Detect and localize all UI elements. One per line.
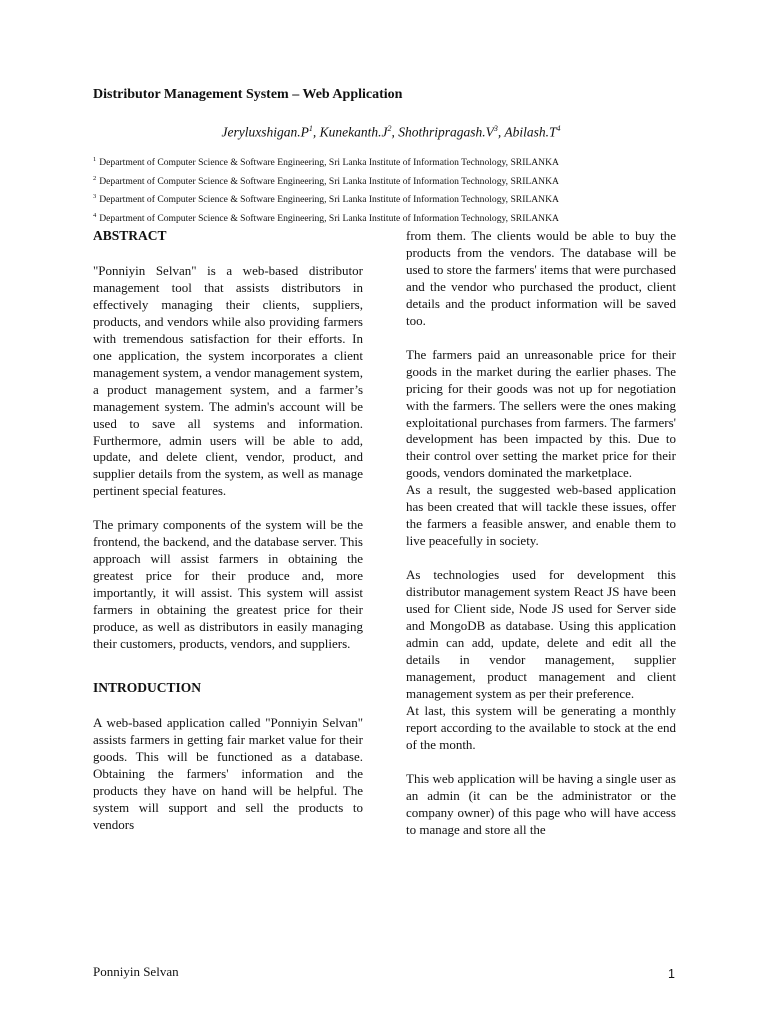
spacer — [406, 754, 676, 771]
author-sup: 4 — [556, 124, 561, 133]
spacer — [93, 246, 363, 263]
right-column — [406, 228, 676, 838]
running-title: Ponniyin Selvan — [93, 964, 179, 979]
affiliation-sup: 1 — [93, 156, 97, 163]
affiliation-sup: 3 — [93, 193, 97, 201]
affiliation-sup: 4 — [93, 212, 97, 220]
body-paragraph: The farmers paid an unreasonable price for their goods in the market during the earlier phases. The pricing for their goods was not up for negotiation with the farmers. The sellers were the ones making exploitational purchases from farmers. The farmers' development has been impacted by this. Due to their control over setting the market price for their goods, vendors dominated the marketplace. — [406, 346, 676, 481]
affiliation-sup: 2 — [93, 174, 97, 182]
body-paragraph: This web application will be having a single user as an admin (it can be the administrator or the company owner) of this page who will have access to manage and store all the — [406, 770, 676, 837]
page-number: 1 — [668, 967, 675, 981]
affiliation-text: Department of Computer Science & Software Engineering, Sri Lanka Institute of Information Technology, SRILANKA — [99, 157, 559, 169]
affiliation — [93, 189, 693, 208]
spacer — [93, 500, 363, 517]
paper-title: Distributor Management System – Web Application — [93, 87, 403, 102]
body-paragraph: from them. The clients would be able to buy the products from the vendors. The database will be used to store the farmers' items that were purchased and the vendor who purchased the product, client details and the product information will be saved too. — [406, 228, 676, 328]
introduction-heading: INTRODUCTION — [93, 679, 202, 695]
author-name: Shothripragash.V — [398, 124, 494, 140]
introduction-paragraph: A web-based application called "Ponniyin Selvan" assists farmers in getting fair market value for their goods. This will be functioned as a database. Obtaining the farmers' information and the products they have on hand will be helpful. The system will support and sell the products to vendors — [93, 714, 363, 832]
abstract-heading: ABSTRACT — [93, 228, 167, 243]
author-name: Abilash.T — [504, 124, 557, 140]
abstract-paragraph: The primary components of the system will be the frontend, the backend, and the database server. This approach will assist farmers in obtaining the greatest price for their produce and, more importantly, it will assist. This system will assist farmers in obtaining the greatest price for their produce, as well as distributors in easily managing their customers, products, vendors, and suppliers. — [93, 517, 363, 652]
abstract-paragraph: "Ponniyin Selvan" is a web-based distributor management tool that assists distributors in effectively managing their clients, suppliers, products, and vendors while also providing farmers with tremendous satisfaction for their efforts. In one application, the system incorporates a client management system, a vendor management system, a product management system, and a farmer’s management system. The admin's account will be used to save all systems and information. Furthermore, admin users will be able to add, update, and delete client, vendor, product, and supplier details from the system, as well as manage pertinent special features. — [93, 263, 363, 499]
affiliation — [93, 208, 693, 227]
left-column — [93, 226, 363, 834]
spacer — [93, 698, 363, 715]
author-list: $Jeryluxshigan.P^1$, $Kunekanth.J^2$, $Shothripragash.V^3$, $Abilash.T^4$ — [221, 124, 561, 140]
affiliation — [93, 152, 693, 171]
author-name: Jeryluxshigan.P — [221, 124, 309, 140]
author-sup: 3 — [493, 124, 498, 133]
author-sup: 1 — [308, 124, 313, 133]
affiliation-text: Department of Computer Science & Software Engineering, Sri Lanka Institute of Information Technology, SRILANKA — [99, 175, 559, 187]
body-paragraph: As a result, the suggested web-based application has been created that will tackle these issues, offer the farmers a feasible answer, and enable them to live peacefully in society. — [406, 482, 676, 549]
body-paragraph: As technologies used for development this distributor management system React JS have been used for Client side, Node JS used for Server side and MongoDB as database. Using this application admin can add, update, delete and edit all the details in vendor management, supplier management, product management and client management system as per their preference. — [406, 567, 676, 701]
spacer — [406, 330, 676, 347]
author-sup: 2 — [387, 124, 392, 133]
spacer — [93, 653, 363, 678]
affiliation — [93, 171, 693, 190]
author-name: Kunekanth.J — [319, 124, 388, 140]
affiliation-text: Department of Computer Science & Software Engineering, Sri Lanka Institute of Information Technology, SRILANKA — [99, 213, 559, 225]
affiliation-text: Department of Computer Science & Software Engineering, Sri Lanka Institute of Information Technology, SRILANKA — [99, 194, 559, 206]
affiliation-list — [93, 152, 693, 227]
body-paragraph: At last, this system will be generating a monthly report according to the available to stock at the end of the month. — [406, 702, 676, 752]
spacer — [406, 550, 676, 567]
